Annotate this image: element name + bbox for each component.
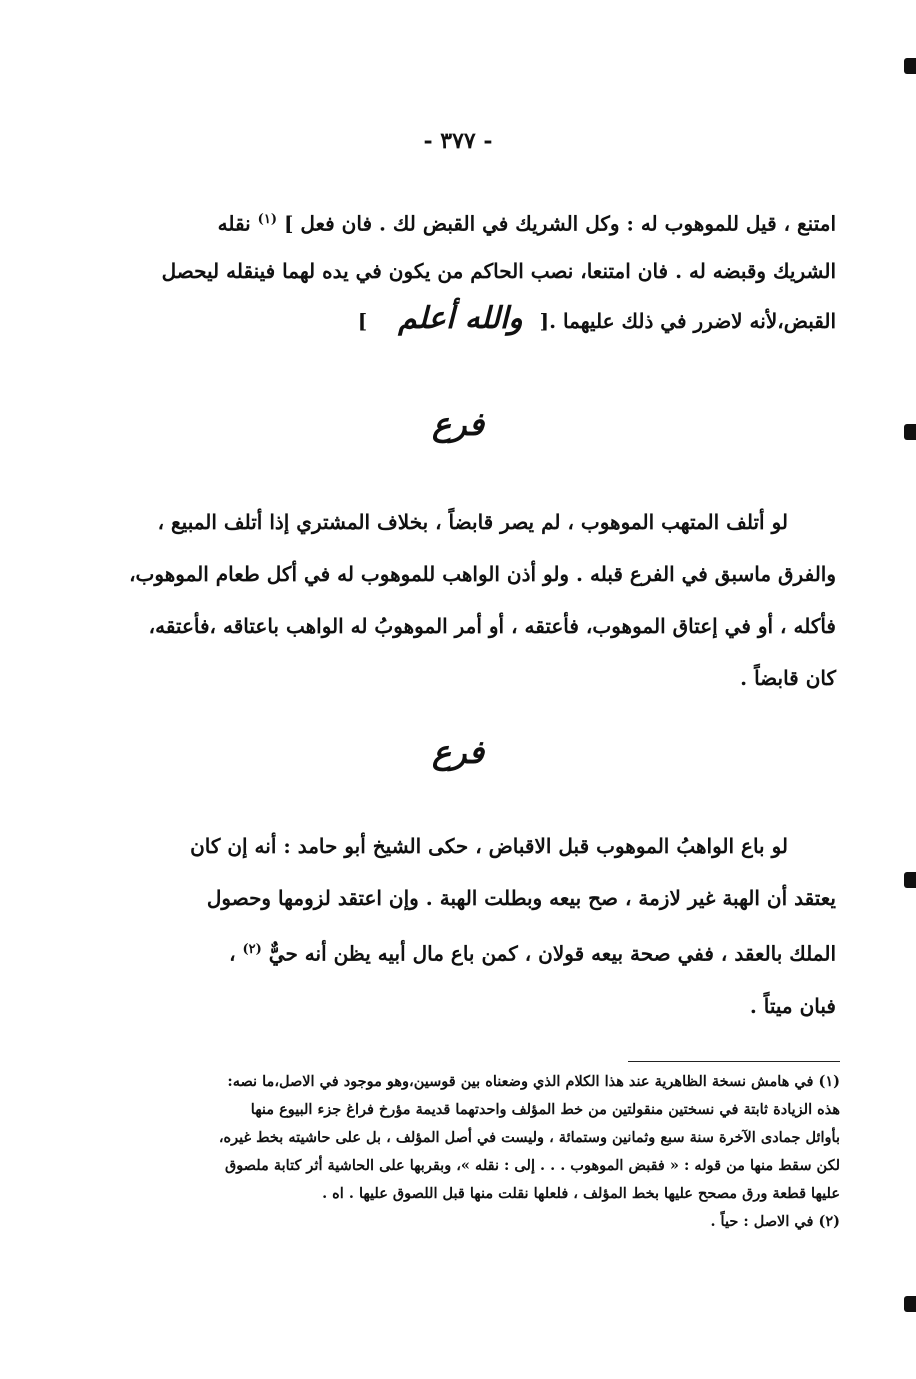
text-line: لو باع الواهبُ الموهوب قبل الاقباض ، حكى الشيخ أبو حامد : أنه إن كان xyxy=(190,834,788,858)
text-line-content: ، xyxy=(229,941,236,966)
text-block-1 xyxy=(104,196,836,345)
text-line: والفرق ماسبق في الفرع قبله . ولو أذن الواهب للموهوب له في أكل طعام الموهوب، xyxy=(129,562,836,586)
footnote-separator xyxy=(628,1061,840,1062)
section-heading: فرع xyxy=(431,733,485,771)
text-line xyxy=(104,295,836,345)
text-line xyxy=(104,924,836,980)
text-line-content: الملك بالعقد ، ففي صحة بيعه قولان ، كمن باع مال أبيه يظن أنه حيٌّ xyxy=(268,941,836,966)
text-line: لو أتلف المتهب الموهوب ، لم يصر قابضاً ، بخلاف المشتري إذا أتلف المبيع ، xyxy=(157,510,788,534)
text-line: الشريك وقبضه له . فان امتنعا، نصب الحاكم من يكون في يده لهما فينقله ليحصل xyxy=(161,258,836,283)
closing-bracket: ] xyxy=(357,308,368,333)
text-line: يعتقد أن الهبة غير لازمة ، صح بيعه وبطلت الهبة . وإن اعتقد لزومها وحصول xyxy=(206,886,836,910)
footnote-ref-1: (١) xyxy=(257,212,277,227)
margin-mark xyxy=(904,424,916,440)
text-line-content: نقله xyxy=(217,211,251,236)
wa-allah-alam-phrase: والله أعلم xyxy=(398,300,523,336)
margin-mark xyxy=(904,872,916,888)
text-line: فأكله ، أو في إعتاق الموهوب، فأعتقه ، أو أمر الموهوبُ له الواهب باعتاقه ،فأعتقه، xyxy=(148,614,836,638)
footnote-line: هذه الزيادة ثابتة في نسختين منقولتين من خط المؤلف واحدتهما قديمة مؤرخ فراغ جزء البيوع منها xyxy=(250,1101,840,1118)
footnote-line: عليها قطعة ورق مصحح عليها بخط المؤلف ، فلعلها نقلت منها قبل اللصوق عليها . اه . xyxy=(322,1185,840,1202)
footnote-line: (١) في هامش نسخة الظاهرية عند هذا الكلام الذي وضعناه بين قوسين،وهو موجود في الاصل،ما نصه: xyxy=(227,1073,840,1090)
margin-mark xyxy=(904,1296,916,1312)
footnotes xyxy=(100,1068,840,1236)
text-line xyxy=(104,196,836,248)
section-heading: فرع xyxy=(431,405,485,443)
footnote-line: (٢) في الاصل : حياً . xyxy=(710,1213,840,1230)
text-line-content: امتنع ، قيل للموهوب له : وكل الشريك في القبض لك . فان فعل ] xyxy=(283,211,836,236)
text-block-3 xyxy=(104,820,836,1032)
margin-mark xyxy=(904,58,916,74)
page-number: - ٣٧٧ - xyxy=(423,128,493,154)
footnote-line: بأوائل جمادى الآخرة سنة سبع وثمانين وستمائة ، وليست في أصل المؤلف ، بل على حاشيته بخط غيره، xyxy=(218,1129,840,1146)
text-line: فبان ميتاً . xyxy=(749,993,836,1018)
text-block-2 xyxy=(104,496,836,704)
text-line: كان قابضاً . xyxy=(740,666,836,690)
footnote-line: لكن سقط منها من قوله : « فقبض الموهوب . . . إلى : نقله »، وبقربها على الحاشية أثر كتابة ملصوق xyxy=(224,1157,840,1174)
text-line-content: القبض،لأنه لاضرر في ذلك عليهما .[ xyxy=(539,308,836,333)
footnote-ref-2: (٢) xyxy=(242,942,262,957)
